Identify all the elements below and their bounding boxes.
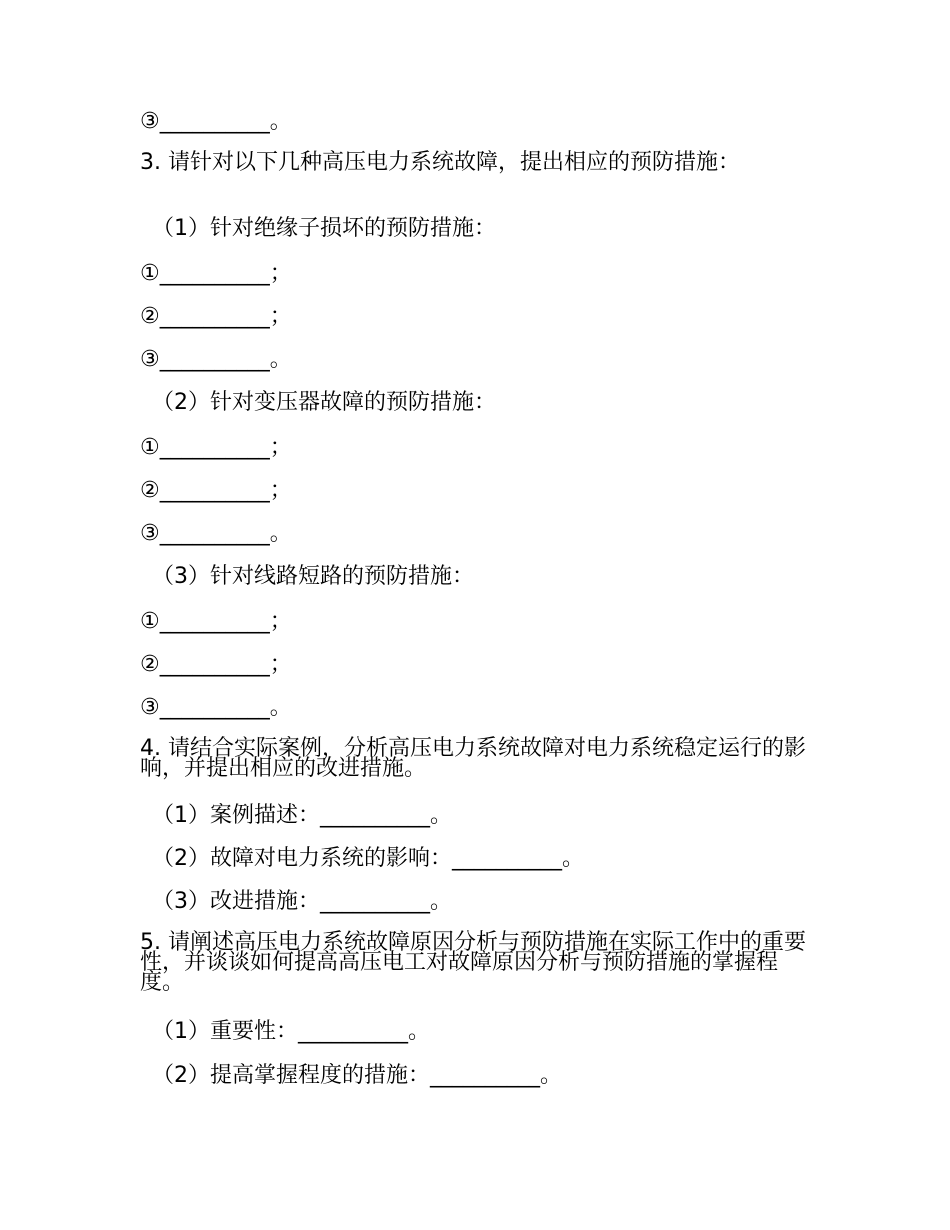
q3-sub-2-answer-3: ③__________。: [140, 521, 292, 546]
q3-sub-3-answer-1: ①__________；: [140, 609, 292, 634]
q4-sub-3: （3）改进措施：__________。: [152, 889, 452, 914]
question-4: 4. 请结合实际案例，分析高压电力系统故障对电力系统稳定运行的影响，并提出相应的改进措施。: [140, 736, 806, 781]
answer-line-q2-3: ③__________。: [140, 109, 292, 134]
q3-sub-2-answer-1: ①__________；: [140, 435, 292, 460]
q3-sub-1-answer-1: ①__________；: [140, 261, 292, 286]
q4-sub-2: （2）故障对电力系统的影响：__________。: [152, 846, 584, 871]
q3-sub-1-heading: （1）针对绝缘子损坏的预防措施：: [152, 216, 496, 241]
q5-sub-2: （2）提高掌握程度的措施：__________。: [152, 1063, 562, 1088]
q3-sub-2-answer-2: ②__________；: [140, 478, 292, 503]
q3-sub-3-answer-2: ②__________；: [140, 652, 292, 677]
q3-sub-1-answer-3: ③__________。: [140, 347, 292, 372]
question-3: 3. 请针对以下几种高压电力系统故障，提出相应的预防措施：: [140, 150, 740, 175]
q4-sub-1: （1）案例描述：__________。: [152, 803, 452, 828]
q3-sub-2-heading: （2）针对变压器故障的预防措施：: [152, 390, 496, 415]
q3-sub-1-answer-2: ②__________；: [140, 304, 292, 329]
q5-sub-1: （1）重要性：__________。: [152, 1019, 430, 1044]
q3-sub-3-heading: （3）针对线路短路的预防措施：: [152, 564, 474, 589]
q3-sub-3-answer-3: ③__________。: [140, 695, 292, 720]
question-5: 5. 请阐述高压电力系统故障原因分析与预防措施在实际工作中的重要性，并谈谈如何提高高压电工对故障原因分析与预防措施的掌握程度。: [140, 930, 806, 995]
